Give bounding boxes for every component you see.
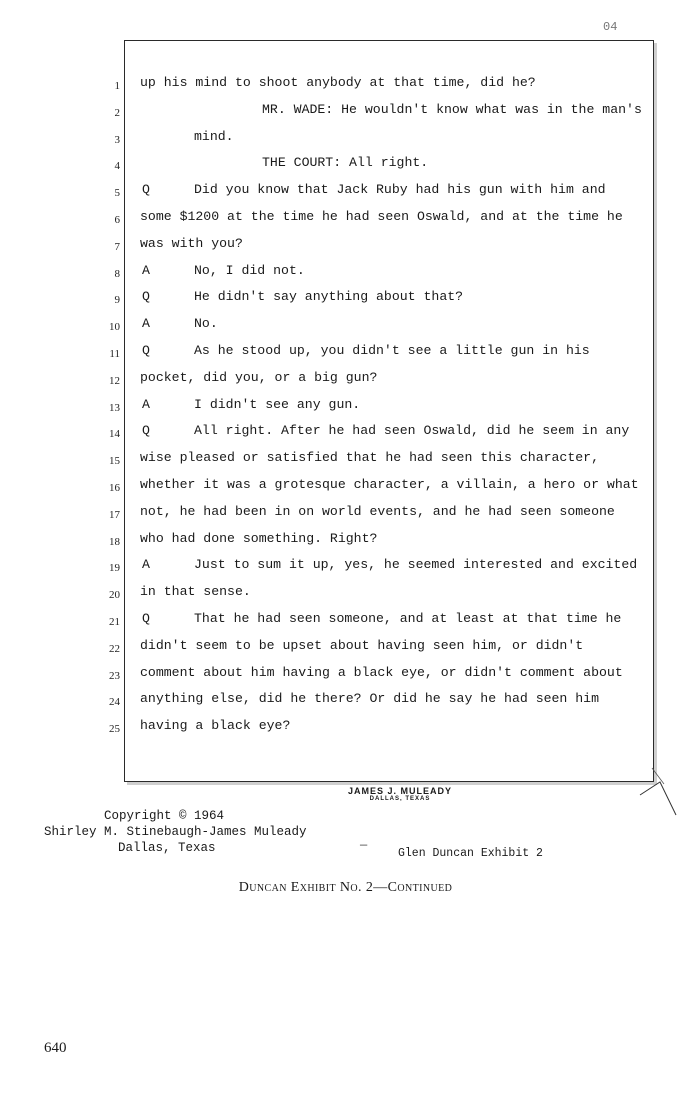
speaker-tag: Q bbox=[142, 423, 150, 439]
line-text: Just to sum it up, yes, he seemed interested and excited bbox=[194, 557, 638, 573]
corner-scratch-mark bbox=[630, 760, 680, 820]
speaker-tag: A bbox=[142, 557, 150, 573]
line-number: 6 bbox=[114, 214, 120, 226]
transcript-line bbox=[0, 611, 691, 638]
line-text: MR. WADE: He wouldn't know what was in the man's bbox=[262, 101, 642, 117]
line-number: 1 bbox=[114, 80, 120, 92]
transcript-line bbox=[0, 665, 691, 692]
line-number: 25 bbox=[109, 723, 120, 736]
transcript-line bbox=[0, 75, 691, 102]
line-number: 23 bbox=[109, 669, 120, 682]
transcript-line bbox=[0, 423, 691, 450]
speaker-tag: Q bbox=[142, 182, 150, 198]
line-text: didn't seem to be upset about having seen him, or didn't bbox=[140, 637, 584, 653]
copyright-holders: Shirley M. Stinebaugh-James Muleady bbox=[44, 825, 307, 839]
line-number: 18 bbox=[109, 535, 120, 548]
copyright-city: Dallas, Texas bbox=[118, 841, 216, 855]
line-text: No, I did not. bbox=[194, 262, 305, 278]
line-text: As he stood up, you didn't see a little gun in his bbox=[194, 343, 590, 358]
line-text: No. bbox=[194, 316, 218, 332]
line-number: 21 bbox=[109, 616, 120, 628]
line-number: 5 bbox=[114, 187, 120, 200]
line-text: was with you? bbox=[140, 235, 243, 251]
transcript-line bbox=[0, 289, 691, 316]
transcript-line bbox=[0, 504, 691, 531]
transcript-line bbox=[0, 236, 691, 263]
transcript-line bbox=[0, 370, 691, 397]
copyright-line: Copyright © 1964 bbox=[104, 809, 225, 823]
line-text: not, he had been in on world events, and he had seen someone bbox=[140, 503, 615, 519]
transcript-line bbox=[0, 182, 691, 209]
line-number: 4 bbox=[114, 160, 120, 173]
line-text: THE COURT: All right. bbox=[262, 155, 429, 171]
transcript-line bbox=[0, 584, 691, 611]
transcript-line bbox=[0, 102, 691, 129]
line-text: having a black eye? bbox=[140, 718, 291, 734]
line-number: 15 bbox=[109, 455, 120, 468]
line-number: 20 bbox=[109, 589, 120, 602]
line-number: 12 bbox=[109, 374, 120, 387]
speaker-tag: A bbox=[142, 316, 150, 332]
transcript-line bbox=[0, 718, 691, 745]
line-text: He didn't say anything about that? bbox=[194, 289, 464, 305]
line-number: 13 bbox=[109, 401, 120, 414]
line-text: up his mind to shoot anybody at that time, did he? bbox=[140, 75, 536, 90]
court-reporter-block bbox=[320, 786, 480, 802]
exhibit-caption: Duncan Exhibit No. 2—Continued bbox=[238, 880, 453, 895]
line-number: 7 bbox=[114, 240, 120, 253]
line-number: 3 bbox=[114, 133, 120, 146]
line-number: 24 bbox=[109, 696, 120, 709]
transcript-line bbox=[0, 450, 691, 477]
transcript-line bbox=[0, 155, 691, 182]
line-text: anything else, did he there? Or did he say he had seen him bbox=[140, 691, 599, 707]
line-number: 11 bbox=[109, 348, 120, 360]
speaker-tag: A bbox=[142, 262, 150, 278]
reporter-city: DALLAS, TEXAS bbox=[369, 796, 431, 802]
dash-mark: — bbox=[360, 838, 368, 852]
speaker-tag: A bbox=[142, 396, 150, 412]
transcript-line bbox=[0, 209, 691, 236]
line-number: 10 bbox=[109, 321, 120, 334]
line-number: 2 bbox=[114, 106, 120, 119]
line-number: 16 bbox=[109, 482, 120, 494]
transcript-line bbox=[0, 263, 691, 290]
page-number: 640 bbox=[44, 1040, 67, 1056]
line-text: comment about him having a black eye, or didn't comment about bbox=[140, 664, 623, 680]
transcript-line bbox=[0, 129, 691, 156]
line-text: pocket, did you, or a big gun? bbox=[140, 369, 378, 385]
transcript-line bbox=[0, 397, 691, 424]
line-text: wise pleased or satisfied that he had seen this character, bbox=[140, 450, 599, 466]
line-text: Did you know that Jack Ruby had his gun with him and bbox=[194, 182, 606, 198]
transcript-line bbox=[0, 477, 691, 504]
line-text: who had done something. Right? bbox=[140, 530, 378, 546]
reporter-name: JAMES J. MULEADY bbox=[347, 786, 452, 796]
exhibit-label: Glen Duncan Exhibit 2 bbox=[398, 847, 543, 860]
line-text: That he had seen someone, and at least at that time he bbox=[194, 611, 622, 626]
copyright-block bbox=[44, 808, 307, 856]
line-number: 22 bbox=[109, 642, 120, 655]
line-text: in that sense. bbox=[140, 584, 251, 600]
line-number: 8 bbox=[114, 267, 120, 280]
line-number: 19 bbox=[109, 562, 120, 575]
transcript-line bbox=[0, 557, 691, 584]
line-number: 17 bbox=[109, 508, 120, 521]
line-number: 9 bbox=[114, 294, 120, 307]
speaker-tag: Q bbox=[142, 343, 150, 358]
line-text: All right. After he had seen Oswald, did he seem in any bbox=[194, 423, 630, 439]
speaker-tag: Q bbox=[142, 611, 150, 626]
line-number: 14 bbox=[109, 428, 120, 441]
transcript-line bbox=[0, 531, 691, 558]
transcript-line bbox=[0, 638, 691, 665]
line-text: mind. bbox=[194, 128, 234, 144]
line-text: whether it was a grotesque character, a villain, a hero or what bbox=[140, 477, 639, 492]
corner-mark: 04 bbox=[603, 20, 618, 34]
line-text: I didn't see any gun. bbox=[194, 396, 361, 412]
transcript-line bbox=[0, 316, 691, 343]
transcript-line bbox=[0, 691, 691, 718]
line-text: some $1200 at the time he had seen Oswald, and at the time he bbox=[140, 209, 623, 224]
speaker-tag: Q bbox=[142, 289, 150, 305]
transcript-line bbox=[0, 343, 691, 370]
